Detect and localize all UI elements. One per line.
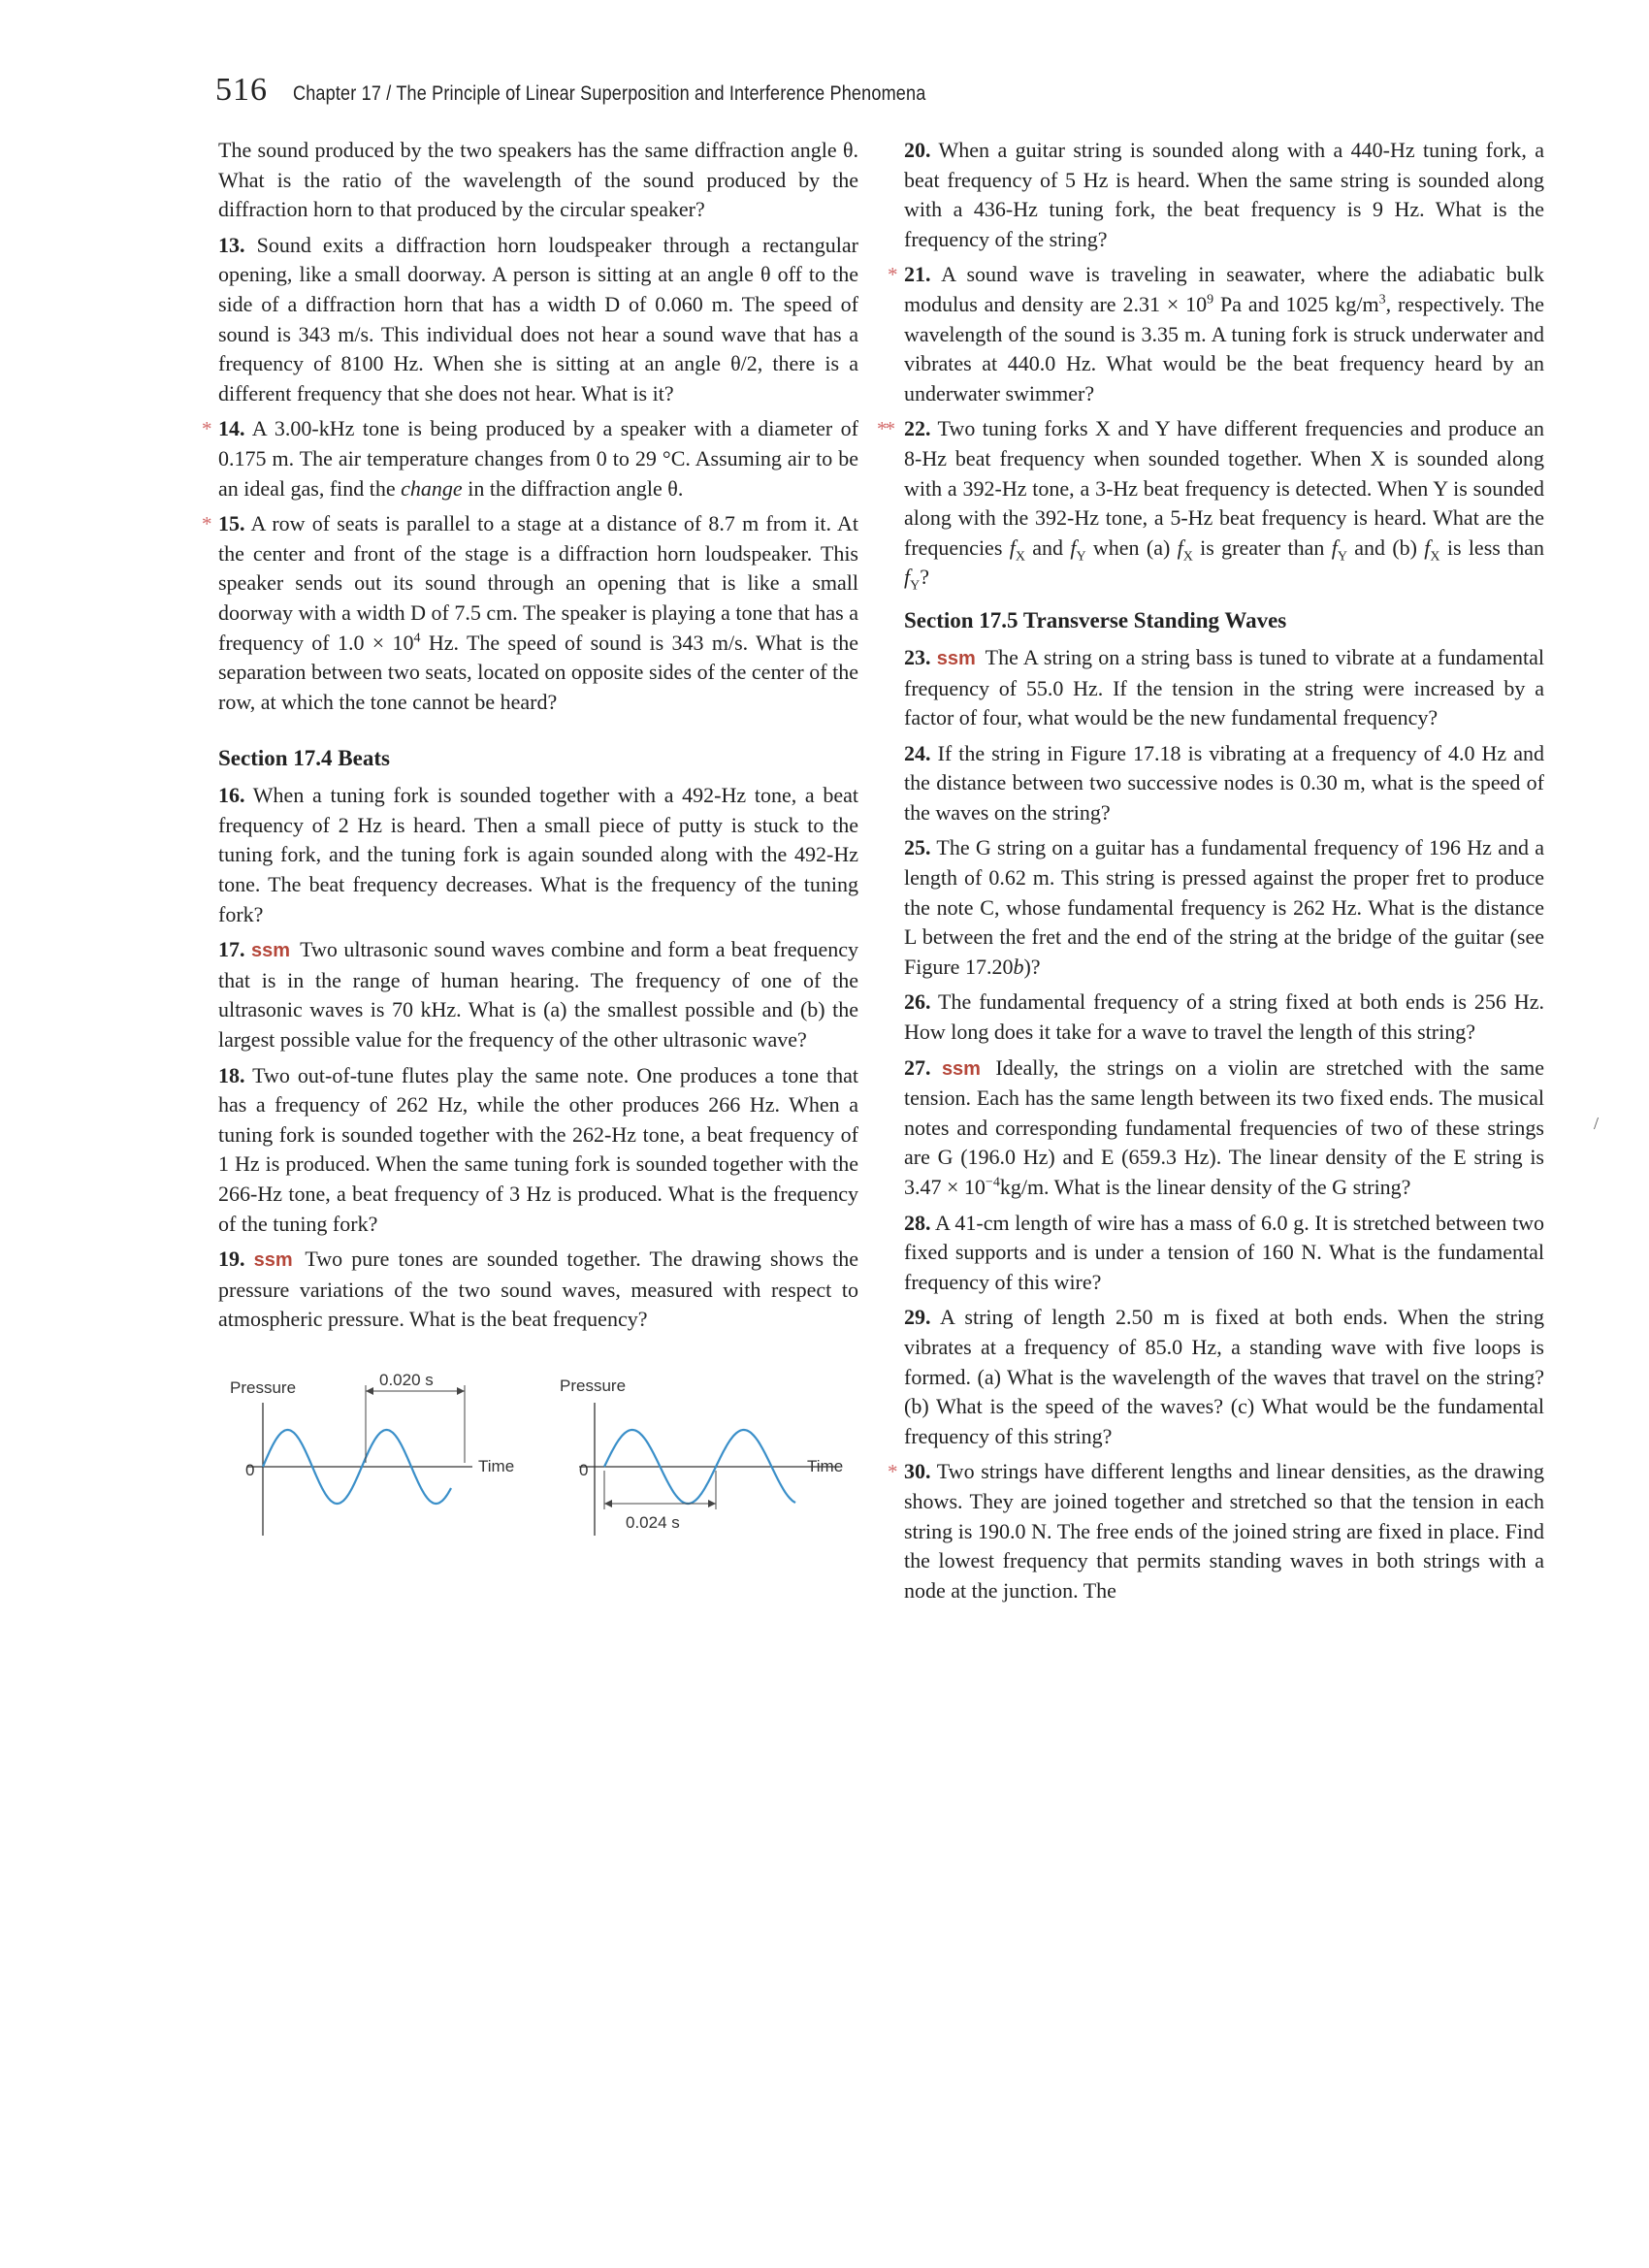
- problem-15: [202, 509, 859, 717]
- problem-18: [218, 1061, 858, 1240]
- pressure-wave-figure: [218, 1356, 858, 1536]
- problem-text: When a tuning fork is sounded together with a 492-Hz tone, a beat frequency of 2 Hz is heard. Then a small piece of putty is stuck to the tuning fork, and the tuning fork is again sounded along with the 492-Hz tone. The beat frequency decreases. What is the frequency of the tuning fork?: [218, 783, 858, 926]
- problem-17: [218, 935, 858, 1054]
- problem-text: when (a): [1085, 535, 1178, 560]
- pressure-axis-label: Pressure: [230, 1377, 297, 1397]
- problem-text: Two ultrasonic sound waves combine and form a beat frequency that is in the range of human hearing. The frequency of one of the ultrasonic waves is 70 kHz. What is (a) the smallest possible and (b) the largest possible value for the frequency of the other ultrasonic wave?: [218, 937, 858, 1053]
- problem-number: 16.: [218, 783, 245, 808]
- subscript-x: X: [1430, 549, 1440, 565]
- problem-number: 27.: [904, 1054, 931, 1080]
- problem-number: 30.: [904, 1459, 931, 1484]
- problem-30: [888, 1457, 1544, 1605]
- ssm-badge: ssm: [250, 940, 290, 962]
- problem-text: Two tuning forks X and Y have different frequencies and produce an 8-Hz beat frequency when sounded together. When X is sounded along with a 392-Hz tone, a 3-Hz beat frequency is detected. When Y is sounded along with the 392-Hz tone, a 5-Hz beat frequency is heard. What are the frequencies: [904, 416, 1544, 560]
- problem-text: The A string on a string bass is tuned to vibrate at a fundamental frequency of 55.0 Hz. If the tension in the string were increased by a factor of four, what would be the new fundamental frequency?: [904, 644, 1544, 730]
- problem-text: A row of seats is parallel to a stage at a distance of 8.7 m from it. At the center and front of the stage is a diffraction horn loudspeaker. This speaker sends out its sound through an opening that is like a small doorway with a width D of 7.5 cm. The speaker is playing a tone that has a frequency of 1.0 × 10: [218, 511, 859, 655]
- arrow-head-icon: [604, 1500, 612, 1507]
- problem-text: Sound exits a diffraction horn loudspeaker through a rectangular opening, like a small doorway. A person is sitting at an angle θ off to the side of a diffraction horn that has a width D of 0.060 m. The speed of sound is 343 m/s. This individual does not hear a sound wave that has a frequency of 8100 Hz. When she is sitting at an angle θ/2, there is a different frequency that she does not hear. What is it?: [218, 232, 859, 405]
- problem-number: 25.: [904, 835, 931, 860]
- problem-text: Ideally, the strings on a violin are stretched with the same tension. Each has the same length between its two fixed ends. The musical notes and corresponding fundamental frequencies of two of these strings are G (196.0 Hz) and E (659.3 Hz). The linear density of the E string is 3.47 × 10: [904, 1054, 1544, 1199]
- ssm-badge: ssm: [253, 1249, 293, 1272]
- difficulty-star-icon: *: [888, 263, 898, 287]
- problem-text: kg/m. What is the linear density of the G string?: [999, 1175, 1411, 1199]
- pressure-axis-label: Pressure: [560, 1376, 627, 1395]
- period-label-right: 0.024 s: [626, 1512, 680, 1532]
- problem-text: , respectively. The wavelength of the sound is 3.35 m. A tuning fork is struck underwater and vibrates at 440.0 Hz. What would be the beat frequency heard by an underwater swimmer?: [904, 291, 1544, 405]
- symbol-f: f: [1331, 535, 1338, 560]
- emphasis-text: b: [1013, 954, 1024, 979]
- problem-text: Pa and 1025 kg/m: [1213, 291, 1379, 316]
- section-heading-beats: Section 17.4 Beats: [218, 746, 390, 771]
- ssm-badge: ssm: [936, 647, 976, 669]
- difficulty-star-icon: *: [888, 1460, 898, 1484]
- problem-number: 15.: [218, 511, 245, 536]
- time-axis-label: Time: [807, 1456, 844, 1475]
- problem-text: is less than: [1439, 535, 1545, 560]
- margin-mark: /: [1594, 1114, 1600, 1133]
- problem-number: 26.: [904, 989, 931, 1015]
- problem-23: [904, 643, 1544, 733]
- problem-text: Hz. The speed of sound is 343 m/s. What is the separation between two seats, located on opposite sides of the center of the row, at which the tone cannot be heard?: [218, 630, 858, 714]
- problem-text: If the string in Figure 17.18 is vibrating at a frequency of 4.0 Hz and the distance between two successive nodes is 0.30 m, what is the speed of the waves on the string?: [904, 740, 1545, 825]
- symbol-f: f: [1177, 535, 1183, 560]
- zero-label: 0: [245, 1460, 255, 1479]
- problem-19: [218, 1245, 858, 1335]
- problem-text: A sound wave is traveling in seawater, where the adiabatic bulk modulus and density are 2.31 × 10: [904, 262, 1545, 316]
- problem-text: ?: [920, 565, 930, 590]
- exponent: 4: [413, 631, 421, 646]
- problem-number: 14.: [218, 416, 245, 441]
- problem-number: 29.: [904, 1305, 931, 1330]
- problem-number: 22.: [904, 416, 931, 441]
- problem-text: The G string on a guitar has a fundamental frequency of 196 Hz and a length of 0.62 m. This string is pressed against the proper fret to produce the note C, whose fundamental frequency is 262 Hz. What is the distance L between the fret and the end of the string at the bridge of the guitar (see Figure 17.20: [904, 835, 1544, 979]
- problem-number: 28.: [904, 1210, 931, 1235]
- problem-text: in the diffraction angle θ.: [468, 475, 684, 501]
- problem-text: Two strings have different lengths and linear densities, as the drawing shows. They are joined together and stretched so that the tension in each string is 190.0 N. The free ends of the joined string are fixed in place. Find the lowest frequency that permits standing waves in both strings with a node at the junction. The: [904, 1459, 1544, 1603]
- difficulty-star-icon: *: [202, 512, 212, 536]
- page-header: [215, 72, 1029, 120]
- page-number: 516: [215, 72, 268, 108]
- problem-text: is greater than: [1192, 535, 1332, 560]
- problem-14: [202, 414, 858, 503]
- symbol-f: f: [1009, 535, 1016, 560]
- problem-text: A 3.00-kHz tone is being produced by a speaker with a diameter of 0.175 m. The air temperature changes from 0 to 29 °C. Assuming air to be an ideal gas, find the: [218, 416, 858, 501]
- problem-number: 21.: [904, 262, 931, 287]
- arrow-head-icon: [708, 1500, 716, 1507]
- subscript-y: Y: [1076, 549, 1086, 565]
- subscript-y: Y: [910, 578, 921, 594]
- ssm-badge: ssm: [941, 1057, 981, 1080]
- emphasis-text: change: [401, 475, 463, 501]
- problem-20: [904, 136, 1544, 254]
- problem-number: 23.: [904, 644, 931, 669]
- problem-21: [888, 260, 1545, 408]
- right-column: [877, 136, 1545, 1611]
- problem-text: The fundamental frequency of a string fixed at both ends is 256 Hz. How long does it take for a wave to travel the length of this string?: [904, 989, 1544, 1045]
- problem-number: 19.: [218, 1247, 245, 1272]
- left-column: [202, 136, 859, 1536]
- problem-25: [904, 833, 1544, 982]
- problem-number: 13.: [218, 232, 245, 257]
- problem-number: 18.: [218, 1062, 245, 1087]
- problem-27: [904, 1053, 1544, 1203]
- problem-text: A string of length 2.50 m is fixed at both ends. When the string vibrates at a frequency of 85.0 Hz, a standing wave with five loops is formed. (a) What is the wavelength of the waves that travel on the string? (b) What is the speed of the waves? (c) What would be the fundamental frequency of this string?: [904, 1305, 1544, 1448]
- problem-number: 20.: [904, 138, 931, 162]
- problem-24: [904, 739, 1544, 828]
- chapter-title: Chapter 17 / The Principle of Linear Superposition and Interference Phenomena: [293, 82, 926, 105]
- symbol-f: f: [1424, 535, 1431, 560]
- problem-number: 24.: [904, 740, 931, 765]
- symbol-f: f: [904, 565, 911, 590]
- exponent: 9: [1207, 292, 1214, 308]
- period-label-left: 0.020 s: [379, 1370, 434, 1389]
- problem-26: [904, 988, 1544, 1047]
- problem-text: When a guitar string is sounded along with a 440-Hz tuning fork, a beat frequency of 5 Hz is heard. When the same string is sounded along with a 436-Hz tuning fork, the beat frequency is 9 Hz. What is the frequency of the string?: [904, 138, 1544, 251]
- problem-16: [218, 781, 858, 929]
- problem-text: and: [1024, 535, 1071, 560]
- arrow-head-icon: [457, 1387, 465, 1395]
- symbol-f: f: [1070, 535, 1077, 560]
- arrow-head-icon: [366, 1387, 373, 1395]
- section-heading-standing-waves: Section 17.5 Transverse Standing Waves: [904, 607, 1287, 632]
- zero-label: 0: [579, 1460, 589, 1479]
- problem-13: [218, 231, 858, 409]
- problem-28: [904, 1209, 1544, 1298]
- problem-number: 17.: [218, 937, 245, 962]
- subscript-y: Y: [1337, 549, 1347, 565]
- problem-text: Two pure tones are sounded together. The drawing shows the pressure variations of the two sound waves, measured with respect to atmospheric pressure. What is the beat frequency?: [218, 1247, 858, 1332]
- problem-text: )?: [1023, 954, 1041, 979]
- problem-12-continued: The sound produced by the two speakers has the same diffraction angle θ. What is the ratio of the wavelength of the sound produced by the diffraction horn to that produced by the circular speaker?: [218, 138, 858, 222]
- exponent: 3: [1378, 292, 1386, 308]
- exponent: −4: [985, 1175, 1000, 1190]
- pressure-wave-diagram: [218, 1356, 858, 1536]
- problem-text: Two out-of-tune flutes play the same note. One produces a tone that has a frequency of 262 Hz, while the other produces 266 Hz. When a tuning fork is sounded together with the 262-Hz tone, a beat frequency of 1 Hz is produced. When the same tuning fork is sounded together with the 266-Hz tone, a beat frequency of 3 Hz is produced. What is the frequency of the tuning fork?: [218, 1062, 858, 1236]
- subscript-x: X: [1015, 549, 1025, 565]
- time-axis-label: Time: [478, 1456, 515, 1475]
- subscript-x: X: [1182, 549, 1193, 565]
- problem-29: [904, 1303, 1544, 1451]
- problem-22: [877, 414, 1545, 594]
- difficulty-star-icon: *: [202, 417, 212, 441]
- problem-text: and (b): [1346, 535, 1425, 560]
- difficulty-star-icon: **: [877, 417, 893, 441]
- problem-text: A 41-cm length of wire has a mass of 6.0 g. It is stretched between two fixed supports and is under a tension of 160 N. What is the fundamental frequency of this wire?: [904, 1210, 1545, 1294]
